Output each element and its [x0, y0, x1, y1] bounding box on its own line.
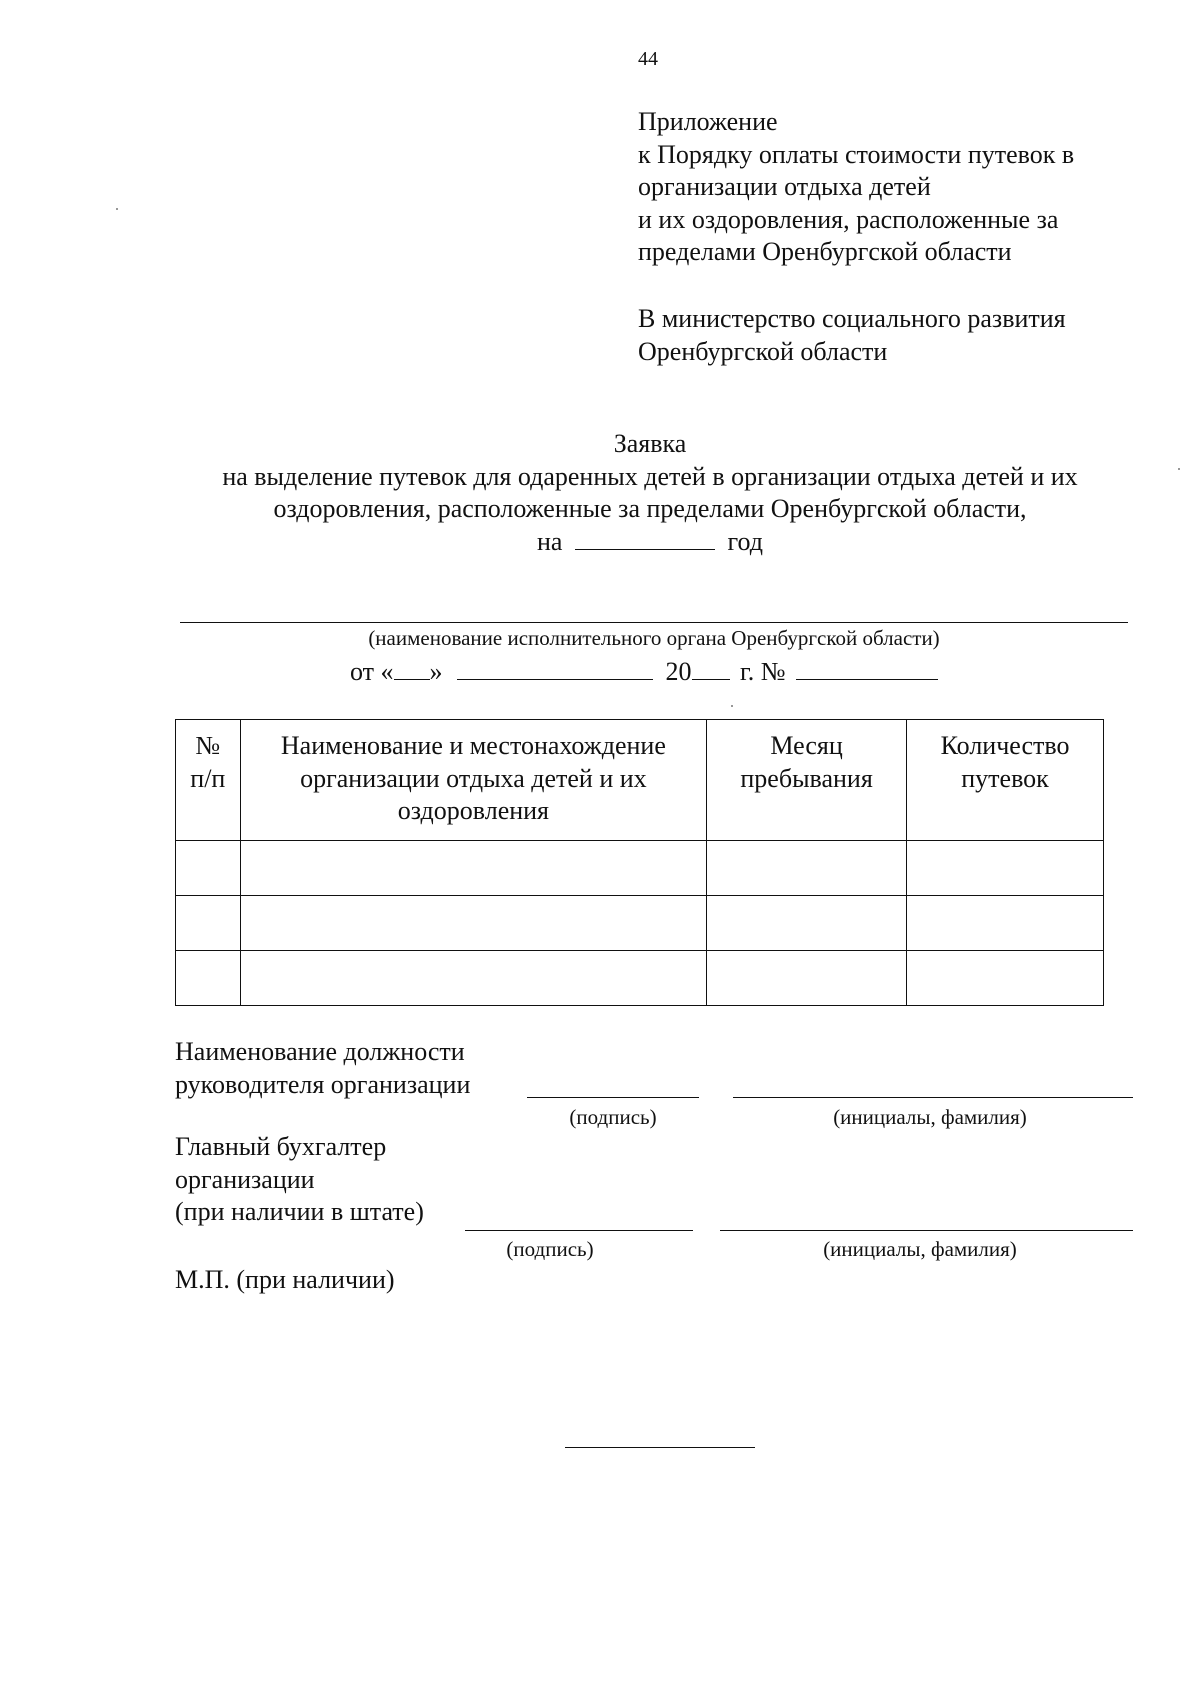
- table-cell[interactable]: [176, 896, 241, 951]
- addressee-line: Оренбургской области: [638, 336, 888, 366]
- addressee-line: В министерство социального развития: [638, 304, 1066, 333]
- header-quantity: Количество путевок: [907, 720, 1104, 841]
- table-cell[interactable]: [176, 841, 241, 896]
- appendix-line: Приложение: [638, 107, 778, 136]
- table-cell[interactable]: [707, 951, 907, 1006]
- month-blank[interactable]: [457, 657, 653, 680]
- table-cell[interactable]: [240, 951, 707, 1006]
- date-from-label: от «: [350, 657, 394, 686]
- table-cell[interactable]: [907, 896, 1104, 951]
- scan-speck: [731, 705, 733, 707]
- table-cell[interactable]: [176, 951, 241, 1006]
- number-label: г. №: [740, 657, 786, 686]
- title-line: на выделение путевок для одаренных детей в организации отдыха детей и их: [222, 461, 1078, 491]
- accountant-signature-line[interactable]: [465, 1230, 693, 1231]
- year-blank[interactable]: [575, 527, 715, 550]
- century-label: 20: [665, 657, 692, 686]
- appendix-line: организации отдыха детей: [638, 172, 931, 201]
- year-suffix: год: [727, 526, 763, 556]
- addressee: [638, 303, 1066, 368]
- appendix-line: пределами Оренбургской области: [638, 237, 1012, 266]
- date-number-line: [350, 657, 938, 687]
- table-cell[interactable]: [907, 951, 1104, 1006]
- number-blank[interactable]: [796, 657, 938, 680]
- requests-table: [175, 719, 1104, 1006]
- table-cell[interactable]: [240, 841, 707, 896]
- page-number: 44: [638, 48, 658, 70]
- application-title: [170, 428, 1130, 558]
- table-row: [176, 841, 1104, 896]
- appendix-header: [638, 106, 1074, 269]
- title-heading: Заявка: [613, 429, 687, 458]
- stamp-label: М.П. (при наличии): [175, 1265, 395, 1294]
- scan-speck: [116, 208, 118, 210]
- org-name-line[interactable]: [180, 622, 1128, 623]
- appendix-line: и их оздоровления, расположенные за: [638, 204, 1059, 234]
- table-cell[interactable]: [240, 896, 707, 951]
- year-digits-blank[interactable]: [692, 657, 730, 680]
- accountant-label: Главный бухгалтер организации (при наличии в штате): [175, 1132, 424, 1226]
- date-close-quote: »: [429, 657, 443, 686]
- table-cell[interactable]: [707, 896, 907, 951]
- head-signature-line[interactable]: [527, 1097, 699, 1098]
- table-header-row: [176, 720, 1104, 841]
- table-row: [176, 896, 1104, 951]
- title-line: оздоровления, расположенные за пределами Оренбургской области,: [273, 494, 1027, 523]
- head-position-label: Наименование должности руководителя организации: [175, 1037, 471, 1099]
- head-signature-caption: (подпись): [569, 1105, 657, 1129]
- table-row: [176, 951, 1104, 1006]
- scan-speck: [1178, 468, 1180, 470]
- accountant-signature-caption: (подпись): [506, 1237, 594, 1261]
- head-initials-line[interactable]: [733, 1097, 1133, 1098]
- header-number: № п/п: [176, 720, 241, 841]
- year-prefix: на: [537, 526, 563, 556]
- table-cell[interactable]: [707, 841, 907, 896]
- appendix-line: к Порядку оплаты стоимости путевок в: [638, 139, 1075, 169]
- head-initials-caption: (инициалы, фамилия): [833, 1105, 1027, 1129]
- title-year-line: [170, 526, 1130, 559]
- header-organization: Наименование и местонахождение организации отдыха детей и их оздоровления: [240, 720, 707, 841]
- accountant-initials-line[interactable]: [720, 1230, 1133, 1231]
- accountant-initials-caption: (инициалы, фамилия): [823, 1237, 1017, 1261]
- header-month: Месяц пребывания: [707, 720, 907, 841]
- day-blank[interactable]: [394, 657, 430, 680]
- table-cell[interactable]: [907, 841, 1104, 896]
- org-name-caption: (наименование исполнительного органа Оренбургской области): [368, 626, 940, 650]
- closing-rule: [565, 1447, 755, 1448]
